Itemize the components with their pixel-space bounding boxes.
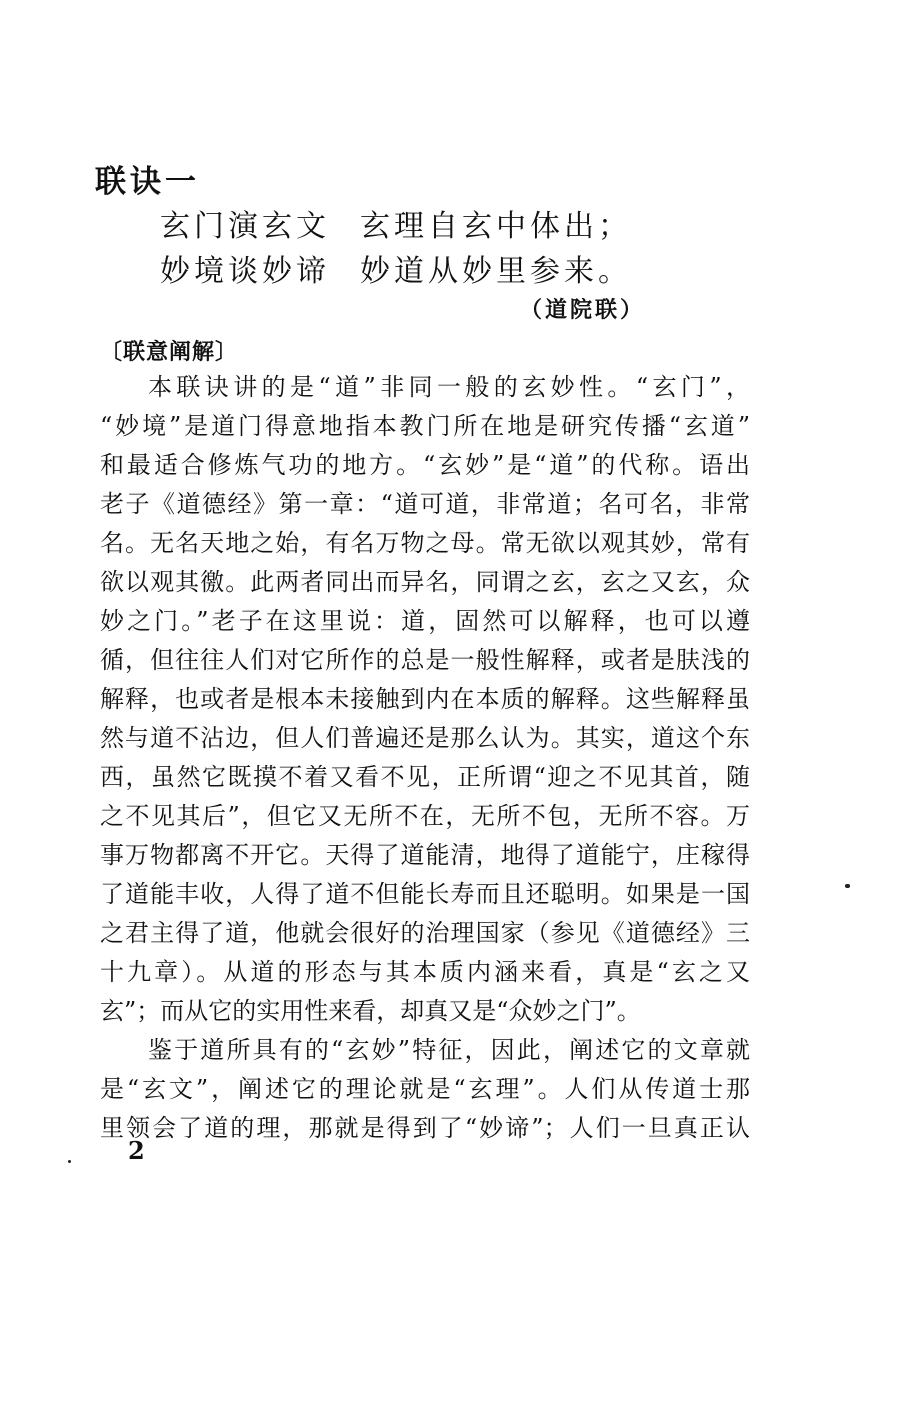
couplet-line-2-first: 妙境谈妙谛 [160,254,330,289]
text-line: “妙境”是道门得意地指本教门所在地是研究传播“玄道” [100,412,750,440]
text-line: 事万物都离不开它。天得了道能清，地得了道能宁，庄稼得 [100,841,750,869]
couplet-line-2-second: 妙道从妙里参来。 [360,254,632,289]
text-line: 是“玄文”，阐述它的理论就是“玄理”。人们从传道士那 [100,1075,750,1103]
text-line: 里领会了道的理，那就是得到了“妙谛”；人们一旦真正认 [100,1114,750,1142]
text-line: 然与道不沾边，但人们普遍还是那么认为。其实，道这个东 [100,724,750,752]
scan-speck [845,884,850,888]
text-line: 西，虽然它既摸不着又看不见，正所谓“迎之不见其首，随 [100,763,750,791]
couplet-line-2 [160,250,632,294]
text-line: 玄”；而从它的实用性来看，却真又是“众妙之门”。 [100,997,641,1025]
text-line: 老子《道德经》第一章：“道可道，非常道；名可名，非常 [100,490,750,518]
page-number: 2 [128,1136,145,1165]
text-line: 本联诀讲的是“道”非同一般的玄妙性。“玄门”， [148,373,750,401]
text-line: 欲以观其徼。此两者同出而异名，同谓之玄，玄之又玄，众 [100,568,750,596]
text-line: 之君主得了道，他就会很好的治理国家（参见《道德经》三 [100,919,750,947]
text-line: 十九章）。从道的形态与其本质内涵来看，真是“玄之又 [100,958,750,986]
text-line: 名。无名天地之始，有名万物之母。常无欲以观其妙，常有 [100,529,750,557]
text-line: 之不见其后”，但它又无所不在，无所不包，无所不容。万 [100,802,750,830]
text-line: 了道能丰收，人得了道不但能长寿而且还聪明。如果是一国 [100,880,750,908]
text-line: 循，但往往人们对它所作的总是一般性解释，或者是肤浅的 [100,646,750,674]
couplet-source: （道院联） [520,297,646,323]
couplet-line-1 [160,205,632,249]
text-line: 鉴于道所具有的“玄妙”特征，因此，阐述它的文章就 [148,1036,750,1064]
couplet-line-1-first: 玄门演玄文 [160,209,330,244]
text-line: 解释，也或者是根本未接触到内在本质的解释。这些解释虽 [100,685,750,713]
text-line: 妙之门。”老子在这里说：道，固然可以解释，也可以遵 [100,607,750,635]
couplet-line-1-second: 玄理自玄中体出； [360,209,632,244]
section-title: 联诀一 [95,164,200,200]
text-line: 和最适合修炼气功的地方。“玄妙”是“道”的代称。语出 [100,451,750,479]
scan-speck [68,1160,71,1163]
explanation-heading: 〔联意阐解〕 [100,339,239,365]
